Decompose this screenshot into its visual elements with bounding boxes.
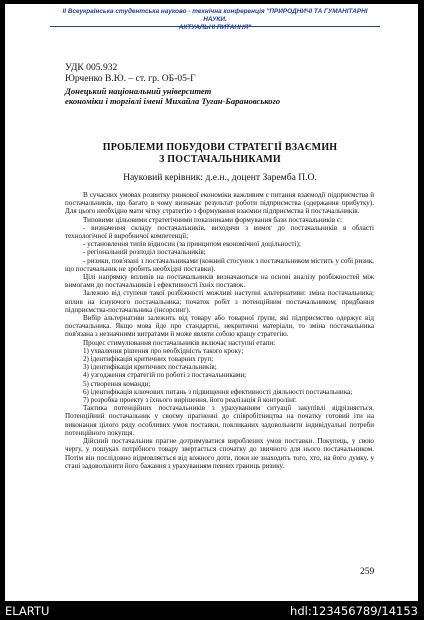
document-page [5,4,418,601]
author-line: Юрченко В.Ю. – ст. гр. ОБ-05-Г [65,73,196,84]
article-title [55,142,385,166]
body-paragraph: 5) створення команди; [83,379,151,388]
article-title-line-2: З ПОСТАЧАЛЬНИКАМИ [159,154,281,165]
body-paragraph: Дійсний постачальник прагне дотримуватися вироблених умов поставки. Покупець, у свою чергу, у пошуках потрібного товару звертається спочатку до звичного для нього постачальником. Потім він послідовно відмовляється від кожного доти, поки не знаходить того, хто, на його думку, у стані задовольнити його бажання з урахуванням певних границь ризику. [65,437,374,470]
body-paragraph: Процес стимулювання постачальників включає наступні етапи: [83,338,276,347]
body-paragraph: - ризики, пов'язані з постачальниками (кожний стосунок з постачальником містить у собі ризик, що постачальник не зробить необхідні поставки). [65,256,374,273]
body-paragraph: Вибір альтернативи залежить від товару або товарної групи, які підприємство одержує від постачальника. Якщо мова йде про стандартні, некритичні матеріали, то зміна постачальника пов'язана з незначними витратами й може являти собою кращу стратегію. [65,314,374,339]
body-paragraph: Типовими цільовими стратегічними показниками формування бази постачальників є: [83,215,342,224]
body-paragraph: 6) ідентифікація ключових питань з підвищення ефективності діяльності постачальника; [83,387,353,396]
conference-header [50,8,380,32]
body-paragraph: 3) ідентифікація критичних постачальників; [83,363,217,372]
viewer-footer-bar [0,602,424,620]
body-paragraph: В сучасних умовах розвитку ринкової економіки важливим є питання взаємодії підприємства й постачальників, що багато в чому визначає результат роботи підприємства (одержання прибутку). Для цього необхідно мати чітку стратегію з формування взаємин підприємства й постачальників. [65,191,374,216]
page-number: 259 [360,567,375,577]
body-paragraph: - визначення складу постачальників, виходячи з вимог до постачальників в області технологічної й виробничої компетенції; [65,223,374,241]
repository-name: ELARTU [5,604,50,618]
organization-line-1: Донецький національний університет [65,86,212,96]
body-paragraph: Цілі напрямку впливів на постачальників визначаються на основі аналізу розбіжностей між вимогами до постачальників і ефективності їхніх поставок. [65,273,374,290]
conference-header-line-2: АКТУАЛЬНІ ПИТАННЯ" [178,24,252,31]
conference-header-line-1: II Всеукраїнська студентська науково - технічна конференція "ПРИРОДНИЧІ ТА ГУМАНІТАРНІ НАУКИ. [62,8,368,23]
body-paragraph: - регіональний розподіл постачальників; [83,248,206,257]
organization-line-2: економіки і торгівлі імені Михайла Туган-Барановського [65,96,281,106]
body-paragraph: 7) розробка проекту з їхнього вирішення, його реалізація й контролінг. [83,396,297,405]
article-body [65,191,374,470]
article-title-line-1: ПРОБЛЕМИ ПОБУДОВИ СТРАТЕГІЇ ВЗАЄМИН [102,142,338,153]
handle-identifier[interactable]: hdl:123456789/14153 [290,604,418,618]
body-paragraph: 4) узгодження стратегій по роботі з постачальниками; [83,371,247,380]
body-paragraph: - установлення типів відносин (за принципом економічної доцільності); [83,240,301,249]
body-paragraph: Тактика потенційних постачальників з урахуванням ситуації закупівлі відрізняється. Потенційний постачальник у своєму прагненні до співробітництва на початку готовий іти на виконання цілого ряду особливих умов поставки, покликаних задовольнити індивідуальні потреби потенційного покупця. [65,404,374,437]
body-paragraph: 2) ідентифікація критичних товарних груп; [83,355,214,364]
body-paragraph: 1) ухвалення рішення про необхідність такого кроку; [83,346,244,355]
organization [65,86,385,106]
header-rule [50,26,380,27]
body-paragraph: Залежно від ступеня такої розбіжності можливі наступні альтернативи: зміна постачальника; вплив на існуючого постачальника; початок робіт з потенційним постачальником; придбання підприємства-постачальника (інсорсинг). [65,289,374,314]
supervisor-line: Науковий керівник: д.е.н., доцент Заремба П.О. [123,172,317,183]
udk-code: УДК 005.932 [65,62,118,73]
